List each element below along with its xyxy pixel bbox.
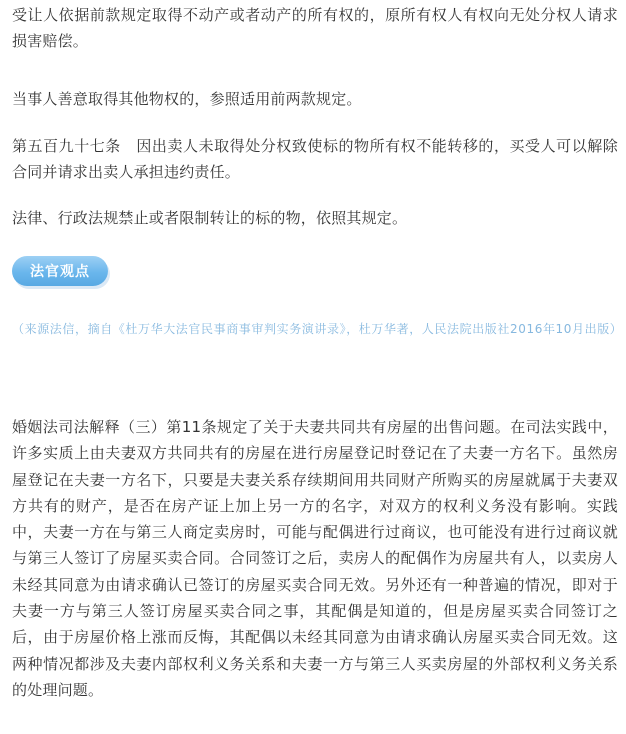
paragraph-compensation: 受让人依据前款规定取得不动产或者动产的所有权的，原所有权人有权向无处分权人请求损害赔偿。 bbox=[12, 6, 618, 50]
paragraph-judge-opinion: 婚姻法司法解释（三）第11条规定了关于夫妻共同共有房屋的出售问题。在司法实践中，许多实质上由夫妻双方共同共有的房屋在进行房屋登记时登记在了夫妻一方名下。虽然房屋登记在夫妻一方名下，只要是夫妻关系存续期间用共同财产所购买的房屋就属于夫妻双方共有的财产，是否在房产证上加上另一方的名字，对双方的权利义务没有影响。实践中，夫妻一方在与第三人商定卖房时，可能与配偶进行过商议，也可能没有进行过商议就与第三人签订了房屋买卖合同。合同签订之后，卖房人的配偶作为房屋共有人，以卖房人未经其同意为由请求确认已签订的房屋买卖合同无效。另外还有一种普遍的情况，即对于夫妻一方与第三人签订房屋买卖合同之事，其配偶是知道的，但是房屋买卖合同签订之后，由于房屋价格上涨而反悔，其配偶以未经其同意为由请求确认房屋买卖合同无效。这两种情况都涉及夫妻内部权利义务关系和夫妻一方与第三人买卖房屋的外部权利义务关系的处理问题。 bbox=[12, 418, 618, 699]
paragraph-article-597: 第五百九十七条 因出卖人未取得处分权致使标的物所有权不能转移的，买受人可以解除合同并请求出卖人承担违约责任。 bbox=[12, 137, 618, 181]
source-note: （来源法信，摘自《杜万华大法官民事商事审判实务演讲录》，杜万华著，人民法院出版社2016年10月出版） bbox=[12, 322, 623, 336]
paragraph-prohibited-transfer: 法律、行政法规禁止或者限制转让的标的物，依照其规定。 bbox=[12, 209, 408, 227]
section-badge bbox=[12, 256, 108, 286]
section-badge-label: 法官观点 bbox=[30, 264, 90, 280]
paragraph-other-rights: 当事人善意取得其他物权的，参照适用前两款规定。 bbox=[12, 90, 362, 108]
